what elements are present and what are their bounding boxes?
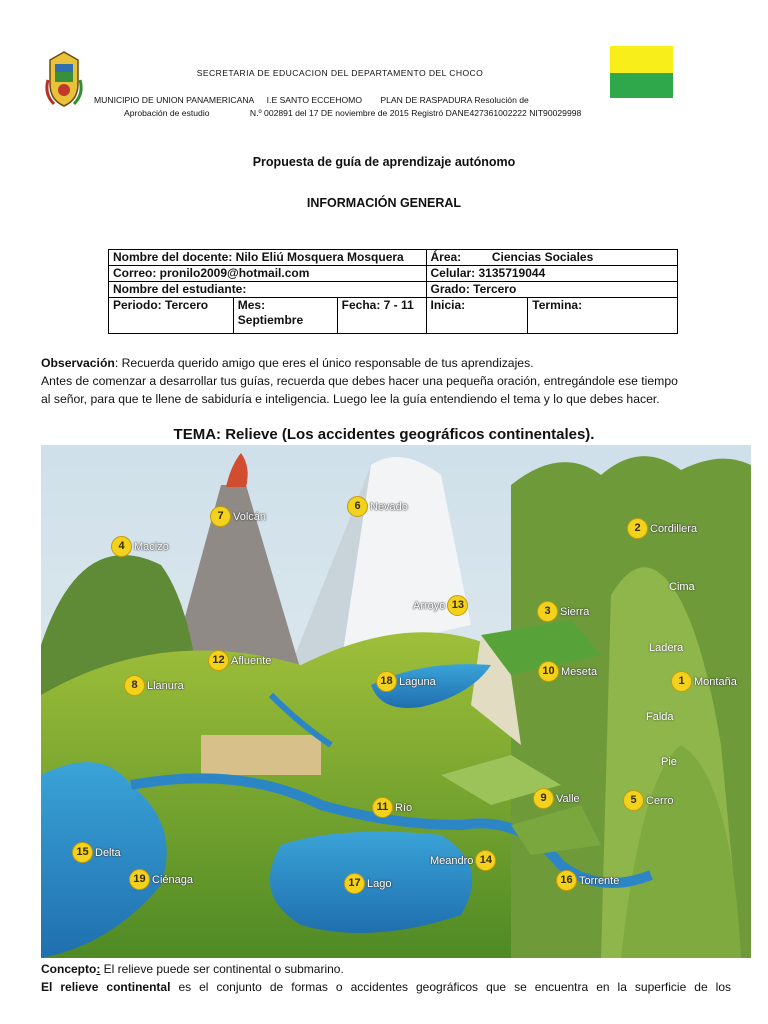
general-info-title: INFORMACIÓN GENERAL: [306, 196, 462, 210]
landform-number: 7: [210, 506, 231, 527]
month-value: Septiembre: [237, 313, 304, 327]
landform-name: Lago: [367, 877, 392, 890]
email-cell: Correo: pronilo2009@hotmail.com: [109, 266, 427, 282]
landform-name: Río: [395, 801, 413, 814]
landform-name: Afluente: [231, 654, 272, 667]
month-cell: [233, 298, 337, 334]
landform-number: 8: [124, 675, 145, 696]
table-row: [109, 250, 678, 266]
landform-label-10: [538, 661, 597, 682]
landform-number: 16: [556, 870, 577, 891]
landform-label-6: [347, 496, 408, 517]
landform-label-14: [430, 850, 496, 871]
header-municipio-name: MUNICIPIO DE UNION PANAMERICANA: [94, 95, 255, 105]
header-municipio: [94, 95, 529, 105]
landform-number: 6: [347, 496, 368, 517]
landform-number: 3: [537, 601, 558, 622]
continental-relief-label: El relieve continental: [41, 980, 171, 994]
mountain-part-cima: Cima: [669, 581, 695, 593]
landform-name: Llanura: [147, 679, 184, 692]
landform-label-1: [671, 671, 737, 692]
observation-block: [41, 354, 731, 408]
landform-label-11: [372, 797, 412, 818]
landform-number: 15: [72, 842, 93, 863]
landform-number: 19: [129, 869, 150, 890]
landform-number: 4: [111, 536, 132, 557]
header-aprobacion: [124, 108, 581, 118]
table-row: [109, 266, 678, 282]
landform-name: Cordillera: [650, 522, 698, 535]
landform-name: Macizo: [134, 540, 169, 553]
landform-number: 14: [475, 850, 496, 871]
landform-name: Cerro: [646, 794, 674, 807]
relief-illustration: [41, 445, 751, 958]
landform-label-16: [556, 870, 619, 891]
general-info-table: [108, 249, 678, 334]
landform-label-19: [129, 869, 193, 890]
concept-label-text: Concepto: [41, 962, 97, 976]
landform-label-12: [208, 650, 271, 671]
month-label: Mes:: [237, 298, 266, 312]
landform-label-2: [627, 518, 697, 539]
mountain-part-falda: Falda: [646, 711, 674, 723]
mountain-part-ladera: Ladera: [649, 642, 684, 654]
observation-text-2: Antes de comenzar a desarrollar tus guías, recuerda que debes hacer una pequeña oración, entregándole ese tiempo: [41, 374, 678, 388]
landform-label-13: [413, 595, 468, 616]
student-cell: Nombre del estudiante:: [109, 282, 427, 298]
landform-name: Arroyo: [413, 599, 446, 612]
proposal-title: Propuesta de guía de aprendizaje autónomo: [252, 155, 516, 169]
landform-name: Delta: [95, 846, 121, 859]
header-secretaria: SECRETARIA DE EDUCACION DEL DEPARTAMENTO DEL CHOCO: [196, 68, 484, 78]
landform-number: 5: [623, 790, 644, 811]
area-value: Ciencias Sociales: [491, 250, 594, 264]
period-cell: Periodo: Tercero: [109, 298, 234, 334]
landform-label-4: [111, 536, 169, 557]
landform-label-5: [623, 790, 674, 811]
landform-name: Meandro: [430, 854, 474, 867]
concept-text: El relieve puede ser continental o submarino.: [100, 962, 344, 976]
landform-number: 1: [671, 671, 692, 692]
table-row: [109, 298, 678, 334]
observation-text-3: al señor, para que te llene de sabiduría e inteligencia. Luego lee la guía entendiendo el tema y lo que debes hacer.: [41, 392, 660, 406]
header-registro: N.º 002891 del 17 DE noviembre de 2015 Registró DANE427361002222 NIT90029998: [249, 108, 582, 118]
observation-text: : Recuerda querido amigo que eres el único responsable de tus aprendizajes.: [114, 356, 534, 370]
topic-title: TEMA: Relieve (Los accidentes geográficos continentales).: [173, 426, 595, 443]
header-plan: PLAN DE RASPADURA Resolución de: [380, 95, 529, 105]
landform-label-3: [537, 601, 589, 622]
landform-number: 17: [344, 873, 365, 894]
school-crest-icon: [44, 50, 84, 108]
landform-name: Torrente: [579, 874, 620, 887]
landform-name: Montaña: [694, 675, 737, 688]
mountain-part-pie: Pie: [661, 756, 677, 768]
landform-number: 18: [376, 671, 397, 692]
date-cell: Fecha: 7 - 11: [337, 298, 426, 334]
landform-number: 9: [533, 788, 554, 809]
landform-label-7: [210, 506, 266, 527]
teacher-cell: Nombre del docente: Nilo Eliú Mosquera Mosquera: [109, 250, 427, 266]
landform-name: Valle: [556, 792, 580, 805]
landform-label-8: [124, 675, 184, 696]
landform-name: Ciénaga: [152, 873, 193, 886]
landform-name: Sierra: [560, 605, 590, 618]
landform-label-18: [376, 671, 436, 692]
landform-label-17: [344, 873, 391, 894]
grade-cell: Grado: Tercero: [426, 282, 678, 298]
table-row: [109, 282, 678, 298]
landform-label-9: [533, 788, 580, 809]
phone-cell: Celular: 3135719044: [426, 266, 678, 282]
landform-number: 2: [627, 518, 648, 539]
landform-label-15: [72, 842, 121, 863]
landform-number: 11: [372, 797, 393, 818]
continental-relief-text: es el conjunto de formas o accidentes geográficos que se encuentra en la superficie de los: [170, 980, 731, 994]
concept-block: [41, 960, 731, 996]
landform-name: Laguna: [399, 675, 436, 688]
area-cell: [426, 250, 678, 266]
landform-name: Meseta: [561, 665, 598, 678]
start-cell: Inicia:: [426, 298, 528, 334]
landform-name: Volcán: [233, 510, 267, 523]
concept-label: [41, 962, 100, 976]
landform-name: Nevado: [370, 500, 408, 513]
observation-label: Observación: [41, 356, 115, 370]
header-school: I.E SANTO ECCEHOMO: [266, 95, 363, 105]
landform-number: 10: [538, 661, 559, 682]
landform-number: 12: [208, 650, 229, 671]
end-cell: Termina:: [528, 298, 678, 334]
concept-colon: :: [96, 962, 101, 976]
landform-number: 13: [447, 595, 468, 616]
area-label: Área:: [430, 250, 462, 264]
header-aprobacion-label: Aprobación de estudio: [124, 108, 210, 118]
